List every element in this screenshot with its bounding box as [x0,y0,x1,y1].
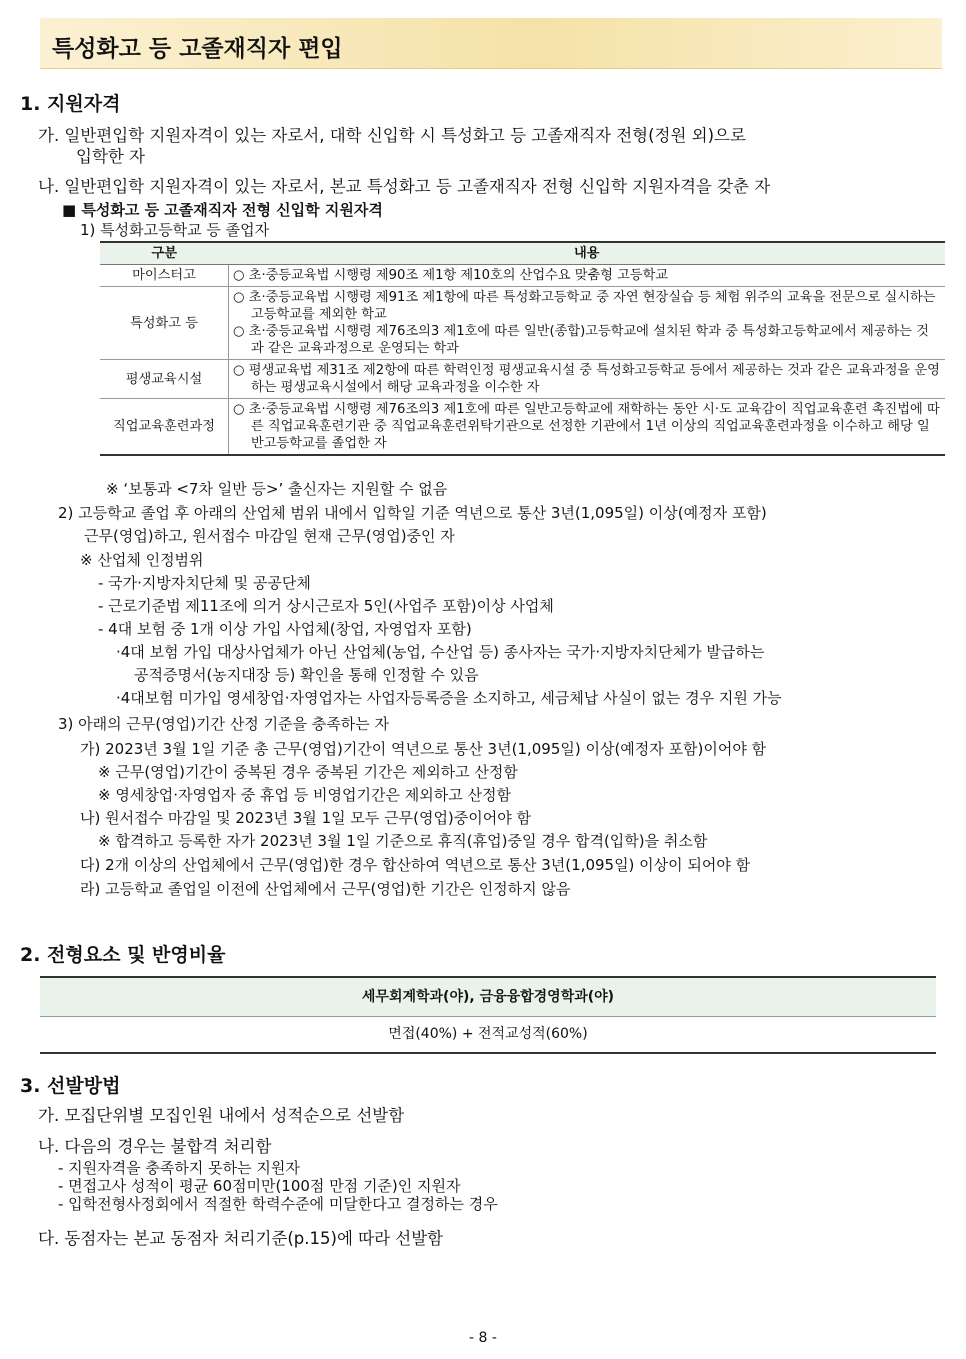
table-row [100,360,945,399]
row-content [229,287,946,360]
ratio-value: 면접(40%) + 전적교성적(60%) [40,1016,936,1054]
industry-scope-item: - 국가·지방자치단체 및 공공단체 [98,574,311,592]
item-3-ga: 가) 2023년 3월 1일 기준 총 근무(영업)기간이 역년으로 통산 3년(1,095일) 이상(예정자 포함)이어야 함 [80,740,767,758]
qual-na: 나. 일반편입학 지원자격이 있는 자로서, 본교 특성화고 등 고졸재직자 전형 신입학 지원자격을 갖춘 자 [38,177,771,196]
industry-scope-title: ※ 산업체 인정범위 [80,551,204,569]
selection-na: 나. 다음의 경우는 불합격 처리함 [38,1137,272,1156]
fail-condition: - 지원자격을 충족하지 못하는 지원자 [58,1159,300,1177]
item-3-note: ※ 영세창업·자영업자 중 휴업 등 비영업기간은 제외하고 산정함 [98,786,511,804]
industry-scope-item: - 근로기준법 제11조에 의거 상시근로자 5인(사업주 포함)이상 사업체 [98,597,554,615]
industry-scope-item: - 4대 보험 중 1개 이상 가입 사업체(창업, 자영업자 포함) [98,620,472,638]
table-row [100,399,945,456]
fail-condition: - 면접고사 성적이 평균 60점미만(100점 만점 기준)인 지원자 [58,1177,461,1195]
section-3-heading: 3. 선발방법 [20,1075,121,1097]
row-content [229,399,946,456]
table-header-category: 구분 [100,242,229,265]
selection-ratio-table [40,976,936,1054]
section-1-heading: 1. 지원자격 [20,93,121,115]
industry-scope-subitem: ·4대보험 미가입 영세창업·자영업자는 사업자등록증을 소지하고, 세금체납 사실이 없는 경우 지원 가능 [116,689,782,707]
table-row [100,287,945,360]
row-category: 특성화고 등 [100,287,229,360]
table-header-row [100,242,945,265]
table-header-content: 내용 [229,242,946,265]
row-content-line: ○ 평생교육법 제31조 제2항에 따른 학력인정 평생교육시설 중 특성화고등학교 등에서 제공하는 것과 같은 교육과정을 운영하는 평생교육시설에서 해당 교육과정을 이수한 자 [233,363,940,395]
requirements-table [100,241,945,456]
row-content-line: ○ 초·중등교육법 시행령 제91조 제1항에 따른 특성화고등학교 중 자연 현장실습 등 체험 위주의 교육을 전문으로 실시하는 고등학교를 제외한 학교 [233,290,936,322]
qual-ga-line2: 입학한 자 [76,147,146,166]
item-3-note: ※ 근무(영업)기간이 중복된 경우 중복된 기간은 제외하고 산정함 [98,763,518,781]
row-content-line: ○ 초·중등교육법 시행령 제76조의3 제1호에 따른 일반(종합)고등학교에 설치된 학과 중 특성화고등학교에서 제공하는 것과 같은 교육과정으로 운영되는 학과 [233,324,929,356]
industry-scope-subitem: 공적증명서(농지대장 등) 확인을 통해 인정할 수 있음 [134,666,479,684]
row-category: 마이스터고 [100,265,229,287]
row-content-line: ○ 초·중등교육법 시행령 제76조의3 제1호에 따른 일반고등학교에 재학하는 동안 시·도 교육감이 직업교육훈련 촉진법에 따른 직업교육훈련기관 중 직업교육훈련위탁기관으로 선정한 기관에서 1년 이상의 직업교육훈련과정을 이수하고 해당 일반고등학교를 졸업한 자 [233,402,940,451]
row-content [229,360,946,399]
item-2-line2: 근무(영업)하고, 원서접수 마감일 현재 근무(영업)중인 자 [84,527,455,545]
ratio-department-header: 세무회계학과(야), 금융융합경영학과(야) [40,976,936,1016]
industry-scope-subitem: ·4대 보험 가입 대상사업체가 아닌 산업체(농업, 수산업 등) 종사자는 국가·지방자치단체가 발급하는 [116,643,765,661]
item-3-na: 나) 원서접수 마감일 및 2023년 3월 1일 모두 근무(영업)중이어야 함 [80,809,532,827]
item-2-line1: 2) 고등학교 졸업 후 아래의 산업체 범위 내에서 입학일 기준 역년으로 통산 3년(1,095일) 이상(예정자 포함) [58,504,767,522]
item-1-title: 1) 특성화고등학교 등 졸업자 [80,221,270,239]
fail-condition: - 입학전형사정회에서 적절한 학력수준에 미달한다고 결정하는 경우 [58,1195,498,1213]
qual-ga-line1: 가. 일반편입학 지원자격이 있는 자로서, 대학 신입학 시 특성화고 등 고졸재직자 전형(정원 외)으로 [38,126,746,145]
table-row [100,265,945,287]
item-3-title: 3) 아래의 근무(영업)기간 산정 기준을 충족하는 자 [58,715,390,733]
row-content [229,265,946,287]
note-ordinary-course: ※ ‘보통과 <7차 일반 등>’ 출신자는 지원할 수 없음 [106,480,448,498]
selection-da: 다. 동점자는 본교 동점자 처리기준(p.15)에 따라 선발함 [38,1229,444,1248]
row-content-line: ○ 초·중등교육법 시행령 제90조 제1항 제10호의 산업수요 맞춤형 고등학교 [233,268,669,283]
page-title: 특성화고 등 고졸재직자 편입 [52,36,343,62]
selection-ga: 가. 모집단위별 모집인원 내에서 성적순으로 선발함 [38,1106,405,1125]
item-3-note: ※ 합격하고 등록한 자가 2023년 3월 1일 기준으로 휴직(휴업)중일 경우 합격(입학)을 취소함 [98,832,708,850]
item-3-ra: 라) 고등학교 졸업일 이전에 산업체에서 근무(영업)한 기간은 인정하지 않음 [80,880,571,898]
row-category: 평생교육시설 [100,360,229,399]
requirements-box-title: ■ 특성화고 등 고졸재직자 전형 신입학 지원자격 [62,201,383,219]
item-3-da: 다) 2개 이상의 산업체에서 근무(영업)한 경우 합산하여 역년으로 통산 3년(1,095일) 이상이 되어야 함 [80,856,751,874]
row-category: 직업교육훈련과정 [100,399,229,456]
section-2-heading: 2. 전형요소 및 반영비율 [20,944,226,966]
page-number: - 8 - [469,1330,497,1346]
